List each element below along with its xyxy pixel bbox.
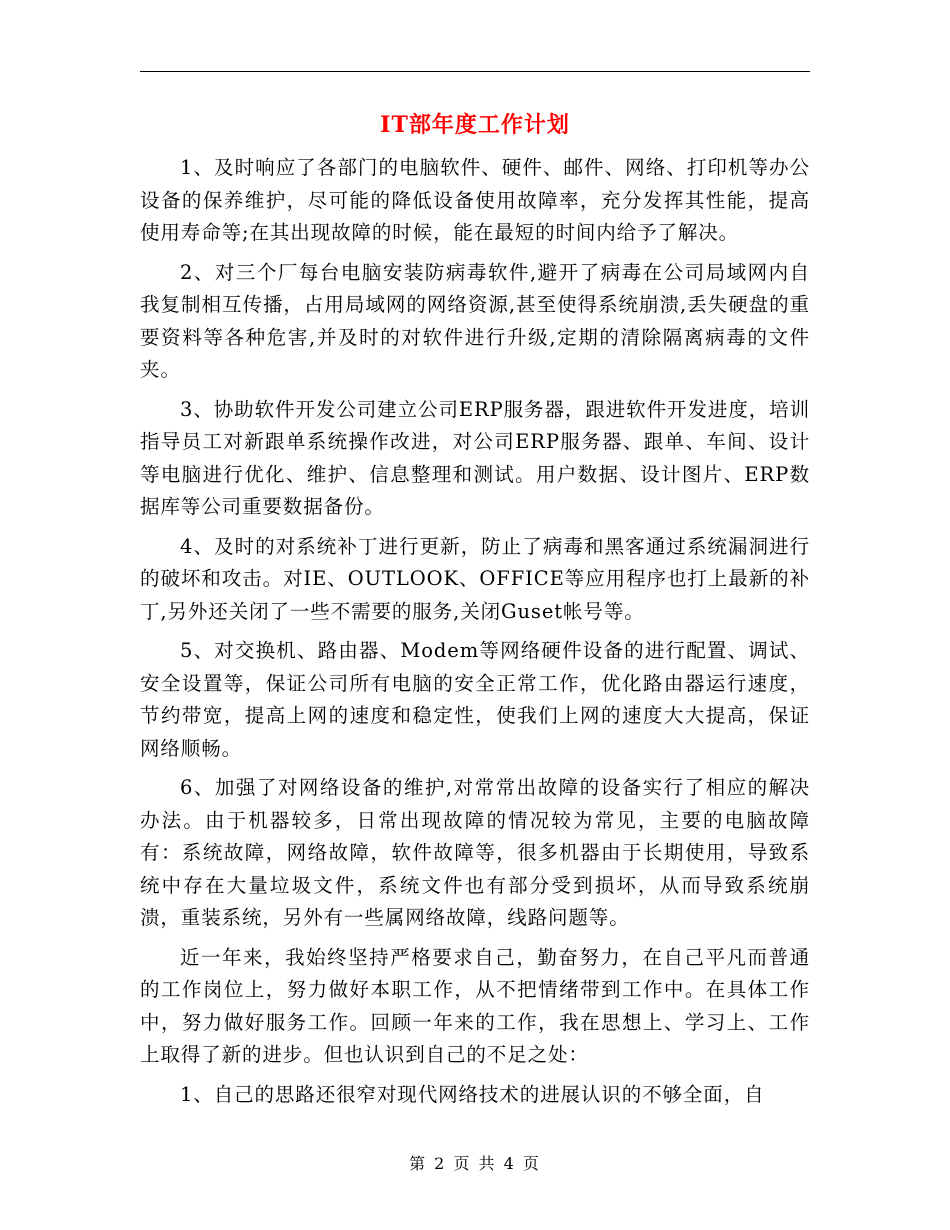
- paragraph-3: 3、协助软件开发公司建立公司ERP服务器，跟进软件开发进度，培训指导员工对新跟单系统操作改进，对公司ERP服务器、跟单、车间、设计等电脑进行优化、维护、信息整理和测试。用户数据、设计图片、ERP数据库等公司重要数据备份。: [140, 397, 810, 518]
- paragraph-8: 1、自己的思路还很窄对现代网络技术的进展认识的不够全面，自: [180, 1082, 765, 1106]
- paragraph-2: 2、对三个厂每台电脑安装防病毒软件,避开了病毒在公司局域网内自我复制相互传播，占用局域网的网络资源,甚至使得系统崩溃,丢失硬盘的重要资料等各种危害,并及时的对软件进行升级,定期的清除隔离病毒的文件夹。: [140, 260, 810, 381]
- paragraph-6: 6、加强了对网络设备的维护,对常常出故障的设备实行了相应的解决办法。由于机器较多，日常出现故障的情况较为常见，主要的电脑故障有：系统故障，网络故障，软件故障等，很多机器由于长期使用，导致系统中存在大量垃圾文件，系统文件也有部分受到损坏，从而导致系统崩溃，重装系统，另外有一些属网络故障，线路问题等。: [140, 776, 810, 929]
- page-number-footer: 第 2 页 共 4 页: [409, 1154, 541, 1173]
- paragraph-7: 近一年来，我始终坚持严格要求自己，勤奋努力，在自己平凡而普通的工作岗位上，努力做好本职工作，从不把情绪带到工作中。在具体工作中，努力做好服务工作。回顾一年来的工作，我在思想上、学习上、工作上取得了新的进步。但也认识到自己的不足之处：: [140, 945, 810, 1066]
- header-rule: [140, 71, 810, 72]
- paragraph-5: 5、对交换机、路由器、Modem等网络硬件设备的进行配置、调试、安全设置等，保证公司所有电脑的安全正常工作，优化路由器运行速度，节约带宽，提高上网的速度和稳定性，使我们上网的速度大大提高，保证网络顺畅。: [140, 639, 810, 760]
- paragraph-4: 4、及时的对系统补丁进行更新，防止了病毒和黑客通过系统漏洞进行的破坏和攻击。对IE、OUTLOOK、OFFICE等应用程序也打上最新的补丁,另外还关闭了一些不需要的服务,关闭Guset帐号等。: [140, 534, 810, 623]
- document-body: [140, 152, 810, 1118]
- document-title: IT部年度工作计划: [380, 112, 570, 138]
- paragraph-1: 1、及时响应了各部门的电脑软件、硬件、邮件、网络、打印机等办公设备的保养维护，尽可能的降低设备使用故障率，充分发挥其性能，提高使用寿命等;在其出现故障的时候，能在最短的时间内给予了解决。: [140, 156, 810, 244]
